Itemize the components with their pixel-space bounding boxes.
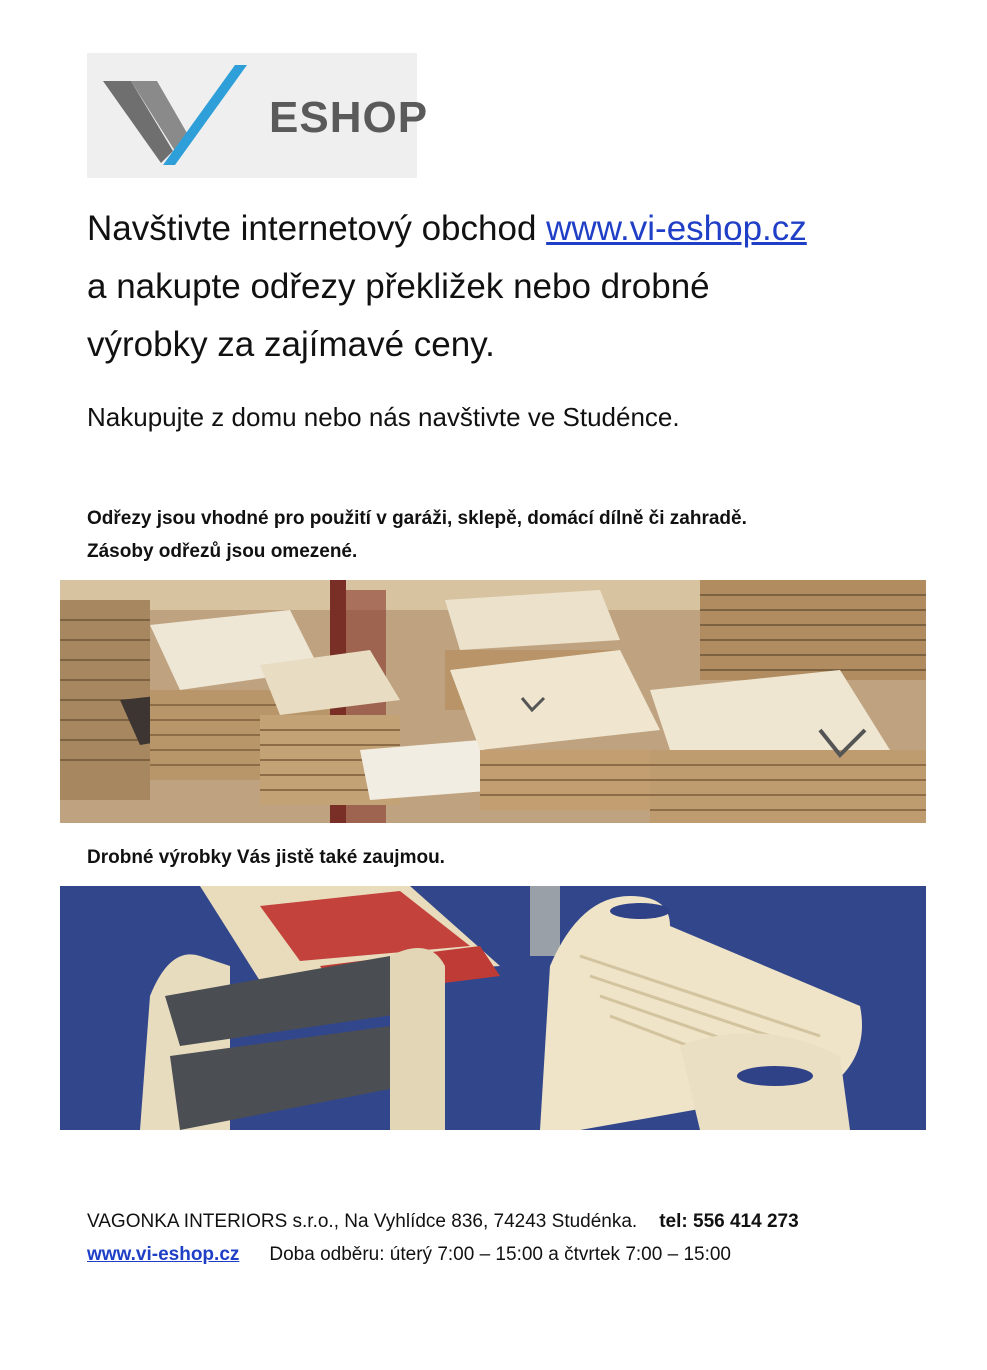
products-text: Drobné výrobky Vás jistě také zaujmou. (87, 847, 445, 868)
headline (87, 200, 927, 374)
footer-link-line (87, 1244, 731, 1266)
step-stools-photo (60, 886, 926, 1130)
company-address: VAGONKA INTERIORS s.r.o., Na Vyhlídce 836, 74243 Studénka. (87, 1211, 638, 1232)
headline-line-3: výrobky za zajímavé ceny. (87, 325, 495, 364)
offcuts-text-2: Zásoby odřezů jsou omezené. (87, 541, 358, 562)
plywood-offcuts-photo (60, 580, 926, 823)
phone-number: tel: 556 414 273 (659, 1211, 799, 1232)
footer-address-line (87, 1211, 799, 1233)
headline-line-1 (87, 200, 927, 258)
headline-shop-link[interactable]: www.vi-eshop.cz (546, 209, 807, 248)
headline-line-2: a nakupte odřezy překližek nebo drobné (87, 267, 710, 306)
headline-prefix: Navštivte internetový obchod (87, 209, 547, 248)
logo-text: ESHOP (269, 93, 429, 142)
pickup-hours: Doba odběru: úterý 7:00 – 15:00 a čtvrtek 7:00 – 15:00 (269, 1244, 731, 1265)
vi-eshop-logo (87, 53, 429, 178)
footer-shop-link[interactable]: www.vi-eshop.cz (87, 1244, 240, 1265)
subline: Nakupujte z domu nebo nás navštivte ve Studénce. (87, 402, 680, 432)
offcuts-text-1: Odřezy jsou vhodné pro použití v garáži, sklepě, domácí dílně či zahradě. (87, 508, 747, 529)
